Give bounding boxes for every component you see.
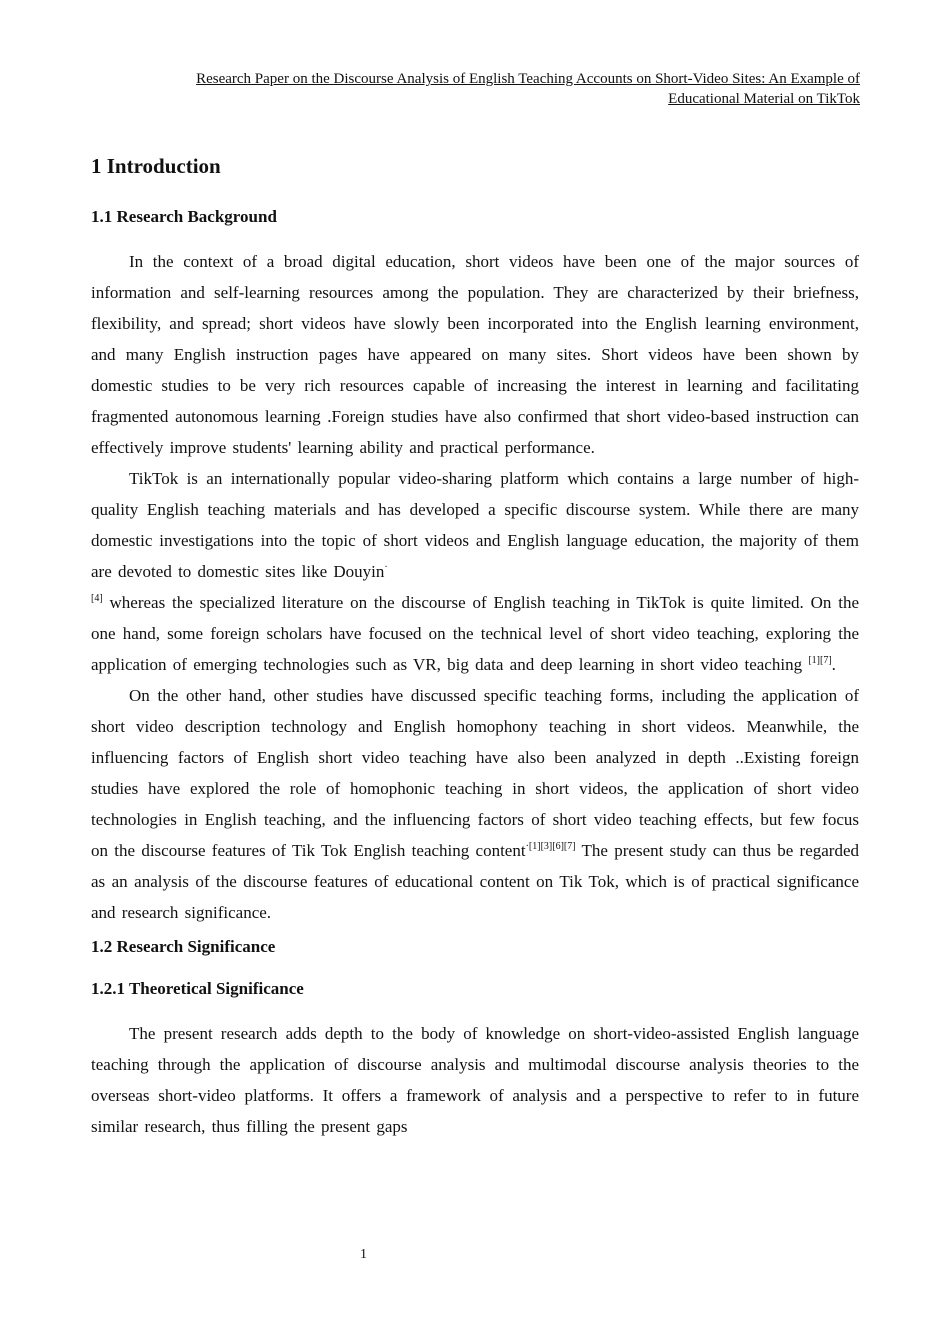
- paragraph-background-1: In the context of a broad digital education, short videos have been one of the major sources of information and self-learning resources among the population. They are characterized by their briefness, flexibility, and spread; short videos have slowly been incorporated into the English learning environment, and many English instruction pages have appeared on many sites. Short videos have been shown by domestic studies to be very rich resources capable of increasing the interest in learning and facilitating fragmented autonomous learning .Foreign studies have also confirmed that short video-based instruction can effectively improve students' learning ability and practical performance.: [91, 252, 859, 457]
- citation-dot: ·: [384, 562, 388, 573]
- page-number: 1: [360, 1247, 367, 1262]
- subsubsection-heading-theoretical-significance: 1.2.1 Theoretical Significance: [91, 979, 304, 998]
- paragraph-text: .: [831, 655, 836, 674]
- citation: [1][7]: [808, 655, 832, 666]
- paragraph-background-2: [91, 463, 859, 680]
- paragraph-text: The present study can thus be regarded as an analysis of the discourse features of educational content on Tik Tok, which is of practical significance and research significance.: [91, 841, 859, 922]
- paragraph-theoretical-significance: The present research adds depth to the body of knowledge on short-video-assisted English language teaching through the application of discourse analysis and multimodal discourse analysis theories to the overseas short-video platforms. It offers a framework of analysis and a perspective to refer to in future similar research, thus filling the present gaps: [91, 1024, 859, 1136]
- citation: [4]: [91, 593, 103, 604]
- header-line-1: Research Paper on the Discourse Analysis of English Teaching Accounts on Short-Video Sites: An Example of: [196, 71, 860, 87]
- citation: ·[1][3][6][7]: [525, 841, 576, 852]
- paragraph-text: On the other hand, other studies have discussed specific teaching forms, including the application of short video description technology and English homophony teaching in short videos. Meanwhile, the influencing factors of English short video teaching have also been analyzed in depth ..Existing foreign studies have explored the role of homophonic teaching in short videos, the application of short video technologies in English teaching, and the influencing factors of short video teaching effects, but few focus on the discourse features of Tik Tok English teaching content: [91, 686, 859, 860]
- paragraph-text: whereas the specialized literature on the discourse of English teaching in TikTok is quite limited. On the one hand, some foreign scholars have focused on the technical level of short video teaching, exploring the application of emerging technologies such as VR, big data and deep learning in short video teaching: [91, 593, 859, 674]
- page-content: [91, 150, 859, 1142]
- paragraph-background-3: [91, 680, 859, 928]
- header-line-2: Educational Material on TikTok: [668, 91, 860, 107]
- running-header: [100, 69, 860, 109]
- section-heading-introduction: 1 Introduction: [91, 154, 221, 178]
- paragraph-text: TikTok is an internationally popular video-sharing platform which contains a large number of high-quality English teaching materials and has developed a specific discourse system. While there are many domestic investigations into the topic of short videos and English language education, the majority of them are devoted to domestic sites like Douyin: [91, 469, 859, 581]
- subsection-heading-research-background: 1.1 Research Background: [91, 207, 277, 226]
- subsection-heading-research-significance: 1.2 Research Significance: [91, 937, 276, 956]
